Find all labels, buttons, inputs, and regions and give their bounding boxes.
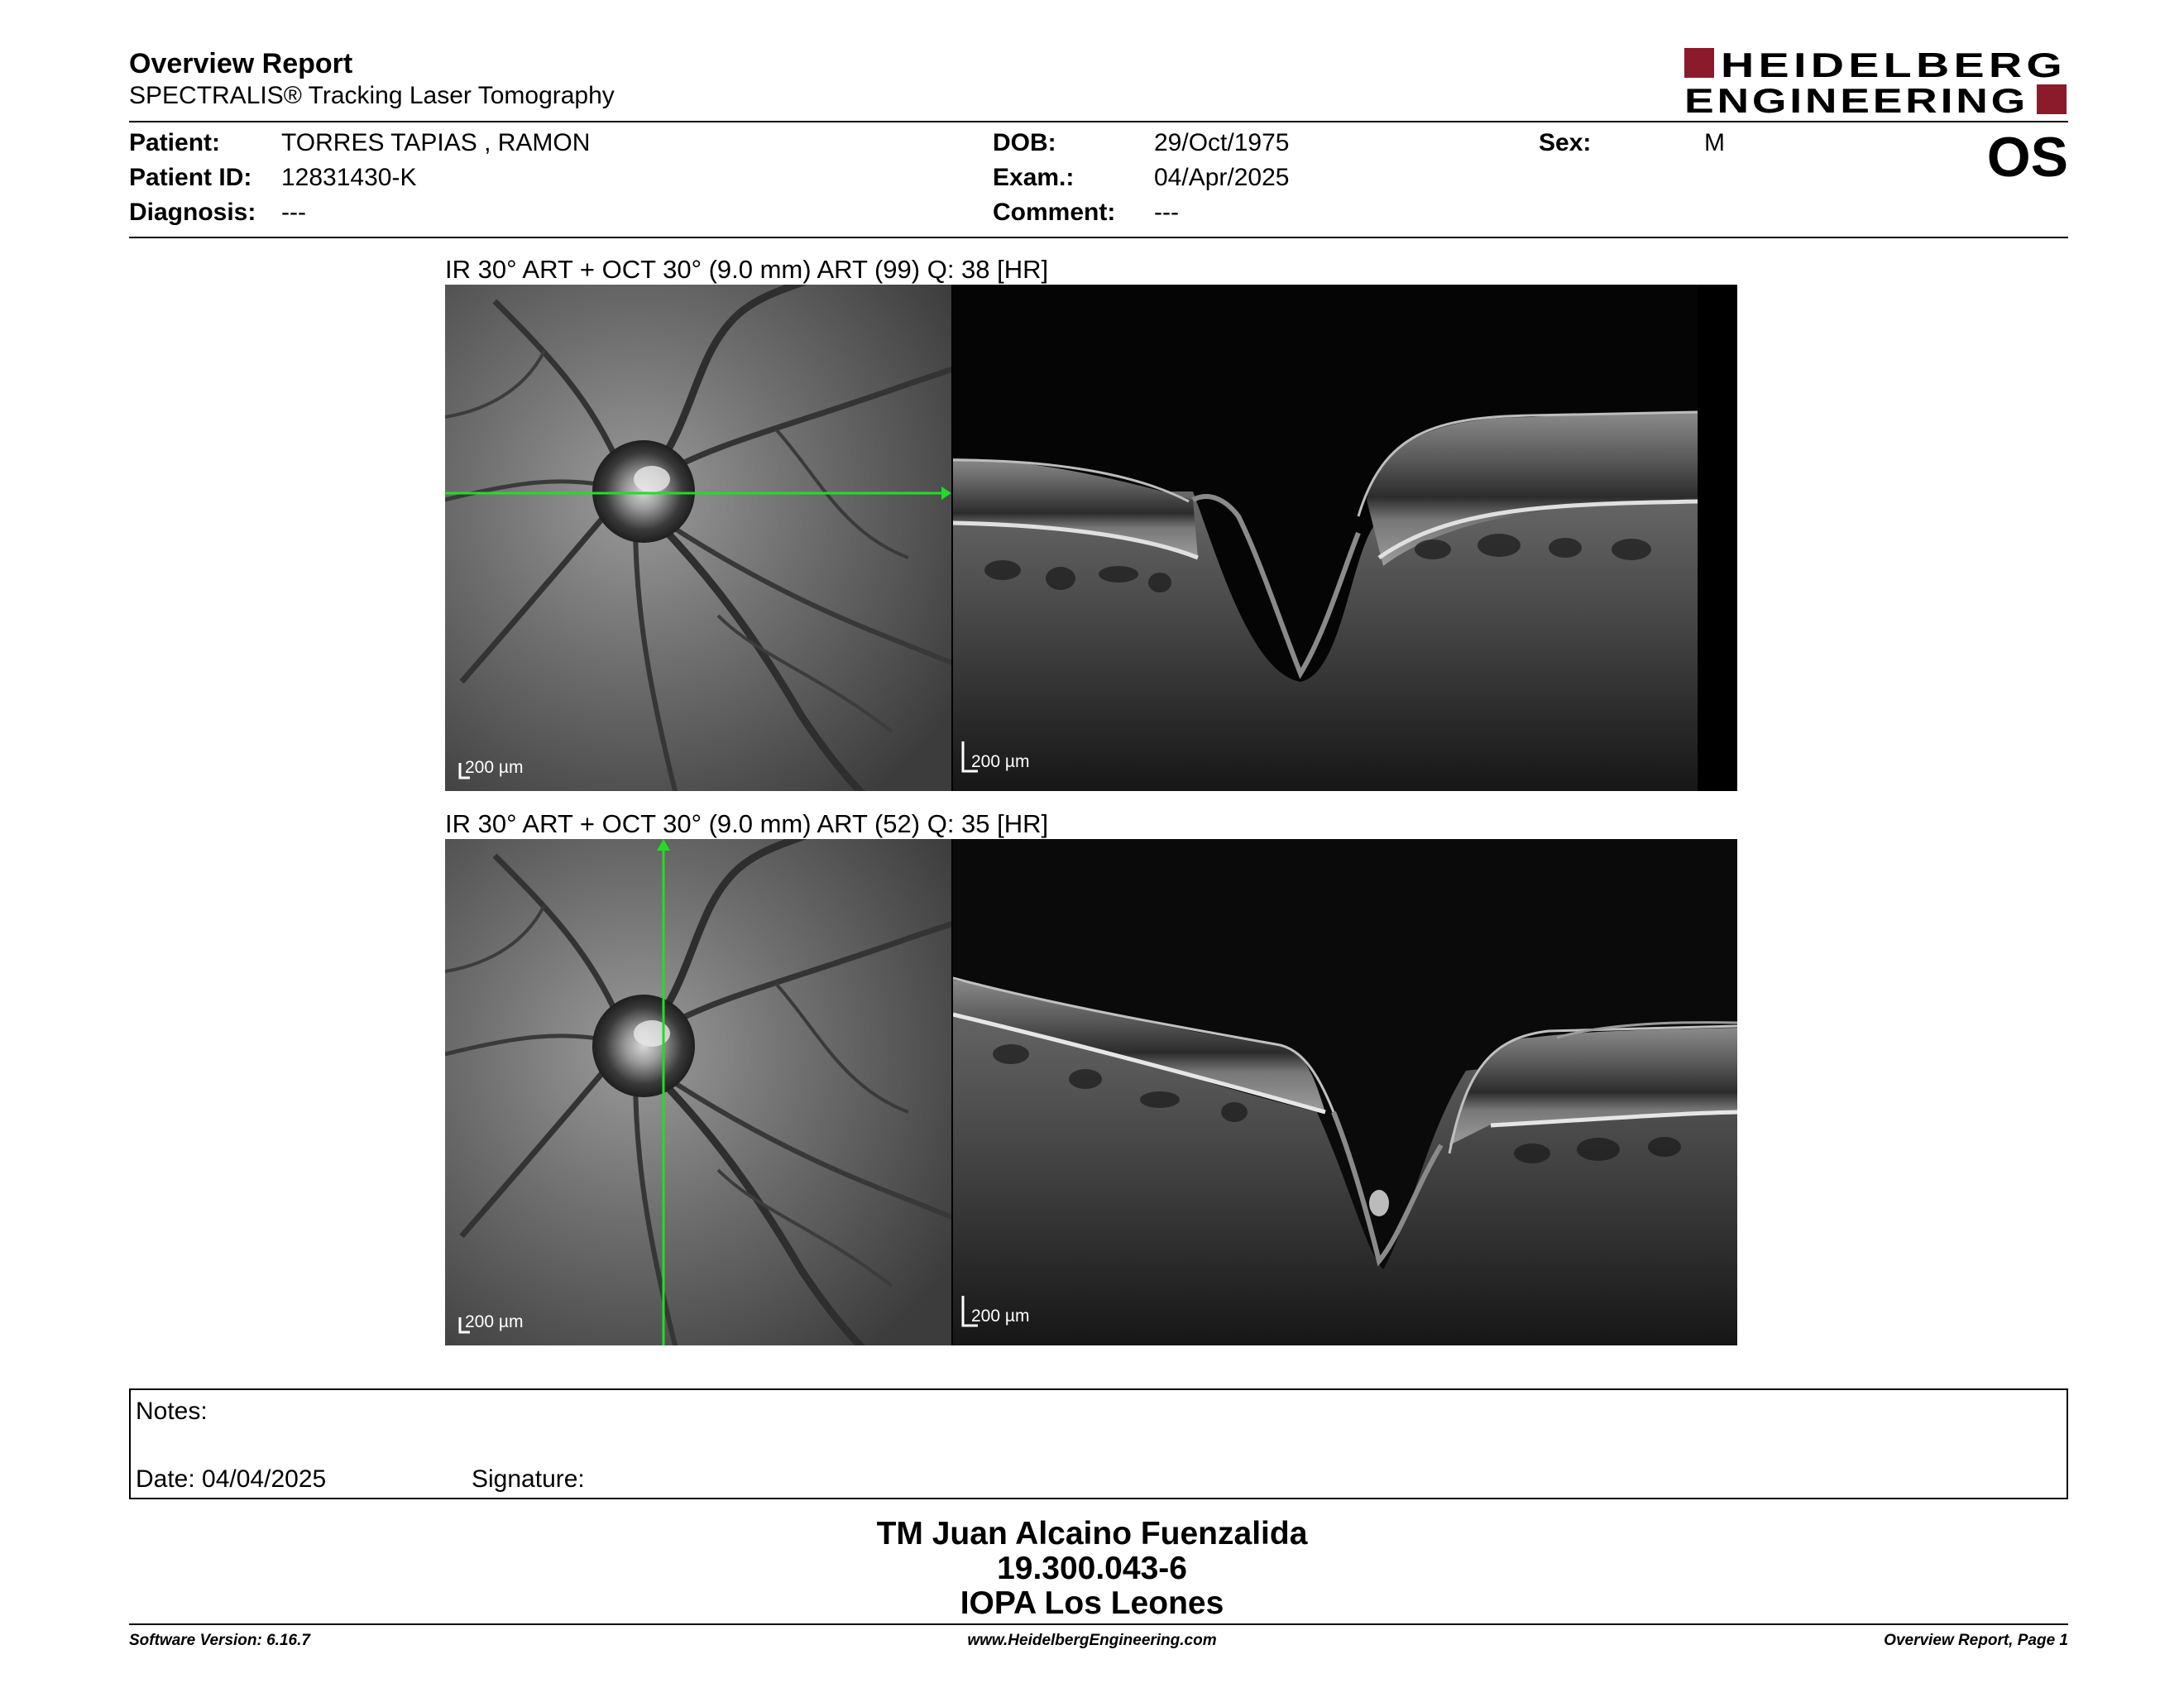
signatory-name: TM Juan Alcaino Fuenzalida <box>876 1516 1308 1551</box>
patient-divider <box>129 237 2068 238</box>
website-link[interactable]: www.HeidelbergEngineering.com <box>967 1632 1217 1649</box>
diagnosis-value: --- <box>281 199 306 226</box>
sex-value: M <box>1704 129 1725 156</box>
sex-label: Sex: <box>1539 129 1592 156</box>
comment-value: --- <box>1154 199 1179 226</box>
exam-value: 04/Apr/2025 <box>1154 164 1290 191</box>
notes-label: Notes: <box>136 1398 208 1425</box>
exam-label: Exam.: <box>993 164 1075 191</box>
oct-bscan-2 <box>953 839 1737 1345</box>
logo-line2: ENGINEERING <box>1684 81 2028 116</box>
fundus-scale-label-1: 200 µm <box>465 758 524 777</box>
fundus-image-1 <box>445 285 951 791</box>
scan-caption-2: IR 30° ART + OCT 30° (9.0 mm) ART (52) Q: 35 [HR] <box>445 809 1049 838</box>
comment-label: Comment: <box>993 199 1116 226</box>
software-version: Software Version: 6.16.7 <box>129 1632 310 1649</box>
report-title: Overview Report <box>129 48 353 79</box>
scan-panel-2 <box>445 839 1737 1345</box>
footer-divider <box>129 1623 2068 1625</box>
patient-id-label: Patient ID: <box>129 164 252 191</box>
patient-label: Patient: <box>129 129 221 156</box>
scan-caption-1: IR 30° ART + OCT 30° (9.0 mm) ART (99) Q: 38 [HR] <box>445 255 1049 284</box>
scan-panel-1 <box>445 285 1737 791</box>
page-number: Overview Report, Page 1 <box>1884 1632 2068 1649</box>
dob-value: 29/Oct/1975 <box>1154 129 1290 156</box>
signatory-rut: 19.300.043-6 <box>997 1551 1187 1586</box>
oct-scale-label-1: 200 µm <box>971 752 1030 771</box>
eye-laterality: OS <box>1986 126 2068 189</box>
signatory-institution: IOPA Los Leones <box>960 1585 1224 1621</box>
patient-id-value: 12831430-K <box>281 164 417 191</box>
heidelberg-logo <box>1684 46 2068 116</box>
oct-bscan-1 <box>953 285 1737 791</box>
logo-line1: HEIDELBERG <box>1721 46 2067 84</box>
oct-scale-label-2: 200 µm <box>971 1307 1030 1326</box>
dob-label: DOB: <box>993 129 1056 156</box>
patient-name: TORRES TAPIAS , RAMON <box>281 129 591 156</box>
date-label: Date: 04/04/2025 <box>136 1465 327 1493</box>
header-divider <box>129 121 2068 122</box>
fundus-image-2 <box>445 839 951 1345</box>
report-subtitle: SPECTRALIS® Tracking Laser Tomography <box>129 82 615 109</box>
notes-box <box>129 1388 2068 1499</box>
diagnosis-label: Diagnosis: <box>129 199 256 226</box>
signature-label: Signature: <box>472 1465 585 1493</box>
fundus-scale-label-2: 200 µm <box>465 1312 524 1331</box>
